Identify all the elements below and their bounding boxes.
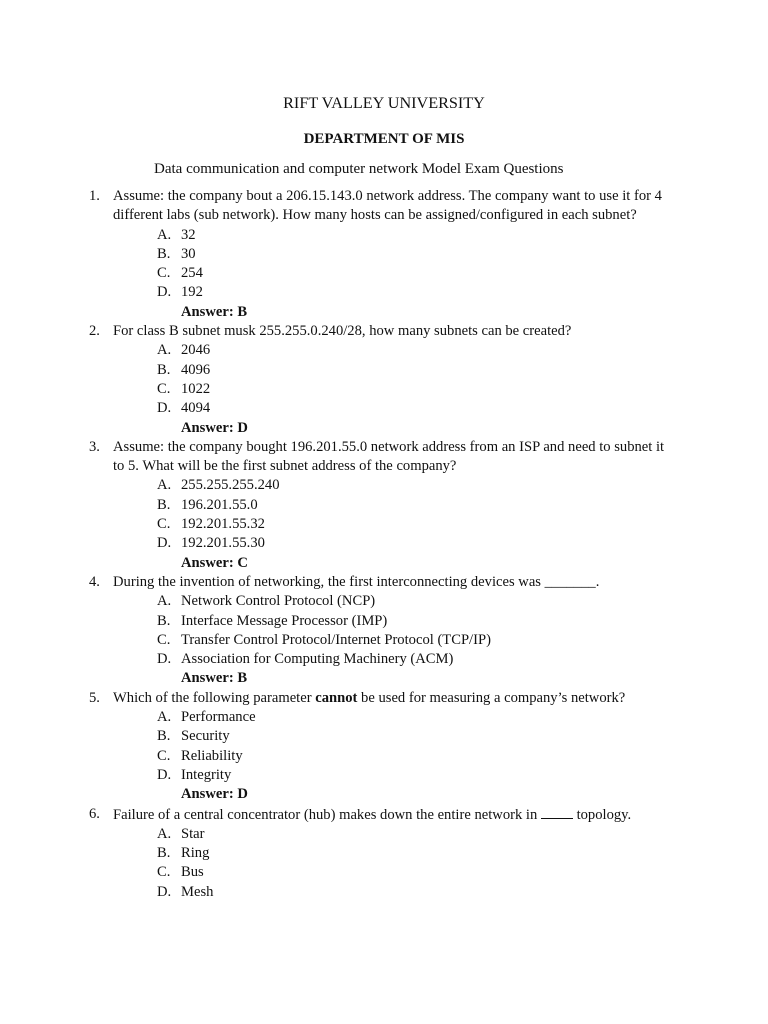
option-text: Integrity	[181, 766, 232, 783]
option-letter: B.	[157, 612, 171, 629]
option-letter: B.	[157, 361, 171, 378]
option-c	[0, 264, 768, 283]
question-text: Assume: the company bout a 206.15.143.0 network address. The company want to use it for 4 different labs (sub network). How many hosts can be assigned/configured in each subnet?	[113, 188, 662, 224]
option-text: 4094	[181, 400, 211, 417]
option-letter: C.	[157, 747, 171, 764]
option-c	[0, 747, 768, 766]
option-text: Mesh	[181, 883, 214, 900]
question-text-after: topology.	[572, 806, 632, 823]
option-letter: B.	[157, 245, 171, 262]
option-letter: D.	[157, 766, 172, 783]
option-b	[0, 496, 768, 515]
option-text: 4096	[181, 361, 211, 378]
question-number: 6.	[89, 805, 100, 822]
question-text: Assume: the company bought 196.201.55.0 network address from an ISP and need to subnet it to 5. What will be the first subnet address of the company?	[113, 438, 665, 475]
option-b	[0, 361, 768, 380]
option-b	[0, 245, 768, 264]
option-text: 32	[181, 226, 196, 243]
option-text: Reliability	[181, 747, 243, 764]
option-text: 2046	[181, 342, 211, 359]
option-text: 30	[181, 245, 196, 262]
option-b	[0, 844, 768, 863]
option-d	[0, 534, 768, 553]
question-stem	[0, 573, 673, 592]
question-text: For class B subnet musk 255.255.0.240/28, how many subnets can be created?	[113, 323, 572, 340]
option-c	[0, 380, 768, 399]
option-text: Performance	[181, 709, 256, 726]
option-letter: C.	[157, 864, 171, 881]
question-text-after: be used for measuring a company’s network?	[357, 689, 626, 706]
option-letter: A.	[157, 709, 172, 726]
option-b	[0, 612, 768, 631]
option-text: Security	[181, 728, 230, 745]
question-number: 1.	[89, 188, 100, 204]
option-letter: B.	[157, 845, 171, 862]
option-text: Ring	[181, 845, 210, 862]
option-text: 192.201.55.30	[181, 535, 265, 552]
question-stem	[0, 689, 673, 708]
question-4	[0, 573, 768, 689]
option-a	[0, 708, 768, 727]
option-a	[0, 226, 768, 245]
option-d	[0, 283, 768, 302]
university-title: RIFT VALLEY UNIVERSITY	[283, 94, 485, 112]
option-letter: A.	[157, 593, 172, 610]
answer-line: Answer: B	[181, 670, 248, 687]
option-letter: B.	[157, 728, 171, 745]
option-letter: C.	[157, 516, 171, 533]
question-text-before: Which of the following parameter	[113, 689, 316, 706]
option-a	[0, 341, 768, 360]
question-3	[0, 438, 768, 573]
question-stem	[0, 322, 673, 341]
option-letter: A.	[157, 226, 172, 243]
option-a	[0, 592, 768, 611]
answer-line: Answer: C	[181, 554, 248, 571]
question-2	[0, 322, 768, 438]
question-stem	[0, 438, 673, 477]
option-letter: D.	[157, 651, 172, 668]
answer-line: Answer: D	[181, 419, 248, 436]
question-1	[0, 187, 768, 322]
question-text-before: Failure of a central concentrator (hub) makes down the entire network in	[113, 806, 541, 823]
option-text: Transfer Control Protocol/Internet Protocol (TCP/IP)	[181, 631, 491, 648]
option-letter: B.	[157, 496, 171, 513]
question-emphasis: cannot	[315, 689, 358, 706]
option-c	[0, 863, 768, 882]
option-text: Bus	[181, 864, 204, 881]
option-letter: A.	[157, 477, 172, 494]
exam-subtitle: Data communication and computer network Model Exam Questions	[154, 161, 564, 177]
question-stem	[0, 187, 673, 226]
option-letter: C.	[157, 380, 171, 397]
option-b	[0, 727, 768, 746]
option-d	[0, 650, 768, 669]
option-letter: D.	[157, 535, 172, 552]
option-text: 192	[181, 284, 203, 301]
option-c	[0, 631, 768, 650]
question-number: 4.	[89, 573, 100, 590]
question-6	[0, 805, 768, 902]
question-number: 3.	[89, 438, 100, 455]
option-letter: D.	[157, 883, 172, 900]
option-text: Association for Computing Machinery (ACM)	[181, 651, 454, 668]
option-letter: C.	[157, 265, 171, 282]
question-5	[0, 689, 768, 805]
answer-line: Answer: B	[181, 303, 248, 320]
option-letter: D.	[157, 284, 172, 301]
option-d	[0, 766, 768, 785]
question-number: 2.	[89, 323, 100, 340]
option-text: 1022	[181, 380, 211, 397]
option-text: 192.201.55.32	[181, 516, 265, 533]
department-heading: DEPARTMENT OF MIS	[303, 131, 465, 147]
option-text: 255.255.255.240	[181, 477, 280, 494]
option-text: Network Control Protocol (NCP)	[181, 593, 376, 610]
option-text: 254	[181, 265, 203, 282]
option-d	[0, 883, 768, 902]
option-letter: A.	[157, 342, 172, 359]
option-text: Star	[181, 825, 205, 842]
option-text: Interface Message Processor (IMP)	[181, 612, 388, 629]
answer-line: Answer: D	[181, 786, 248, 803]
option-letter: D.	[157, 400, 172, 417]
question-number: 5.	[89, 689, 100, 706]
option-d	[0, 399, 768, 418]
option-c	[0, 515, 768, 534]
option-letter: C.	[157, 631, 171, 648]
option-letter: A.	[157, 825, 172, 842]
fill-in-blank	[541, 805, 573, 819]
question-list	[0, 187, 768, 902]
question-stem	[0, 805, 673, 825]
option-a	[0, 825, 768, 844]
option-a	[0, 476, 768, 495]
question-text: During the invention of networking, the first interconnecting devices was _______.	[113, 573, 600, 590]
option-text: 196.201.55.0	[181, 496, 258, 513]
